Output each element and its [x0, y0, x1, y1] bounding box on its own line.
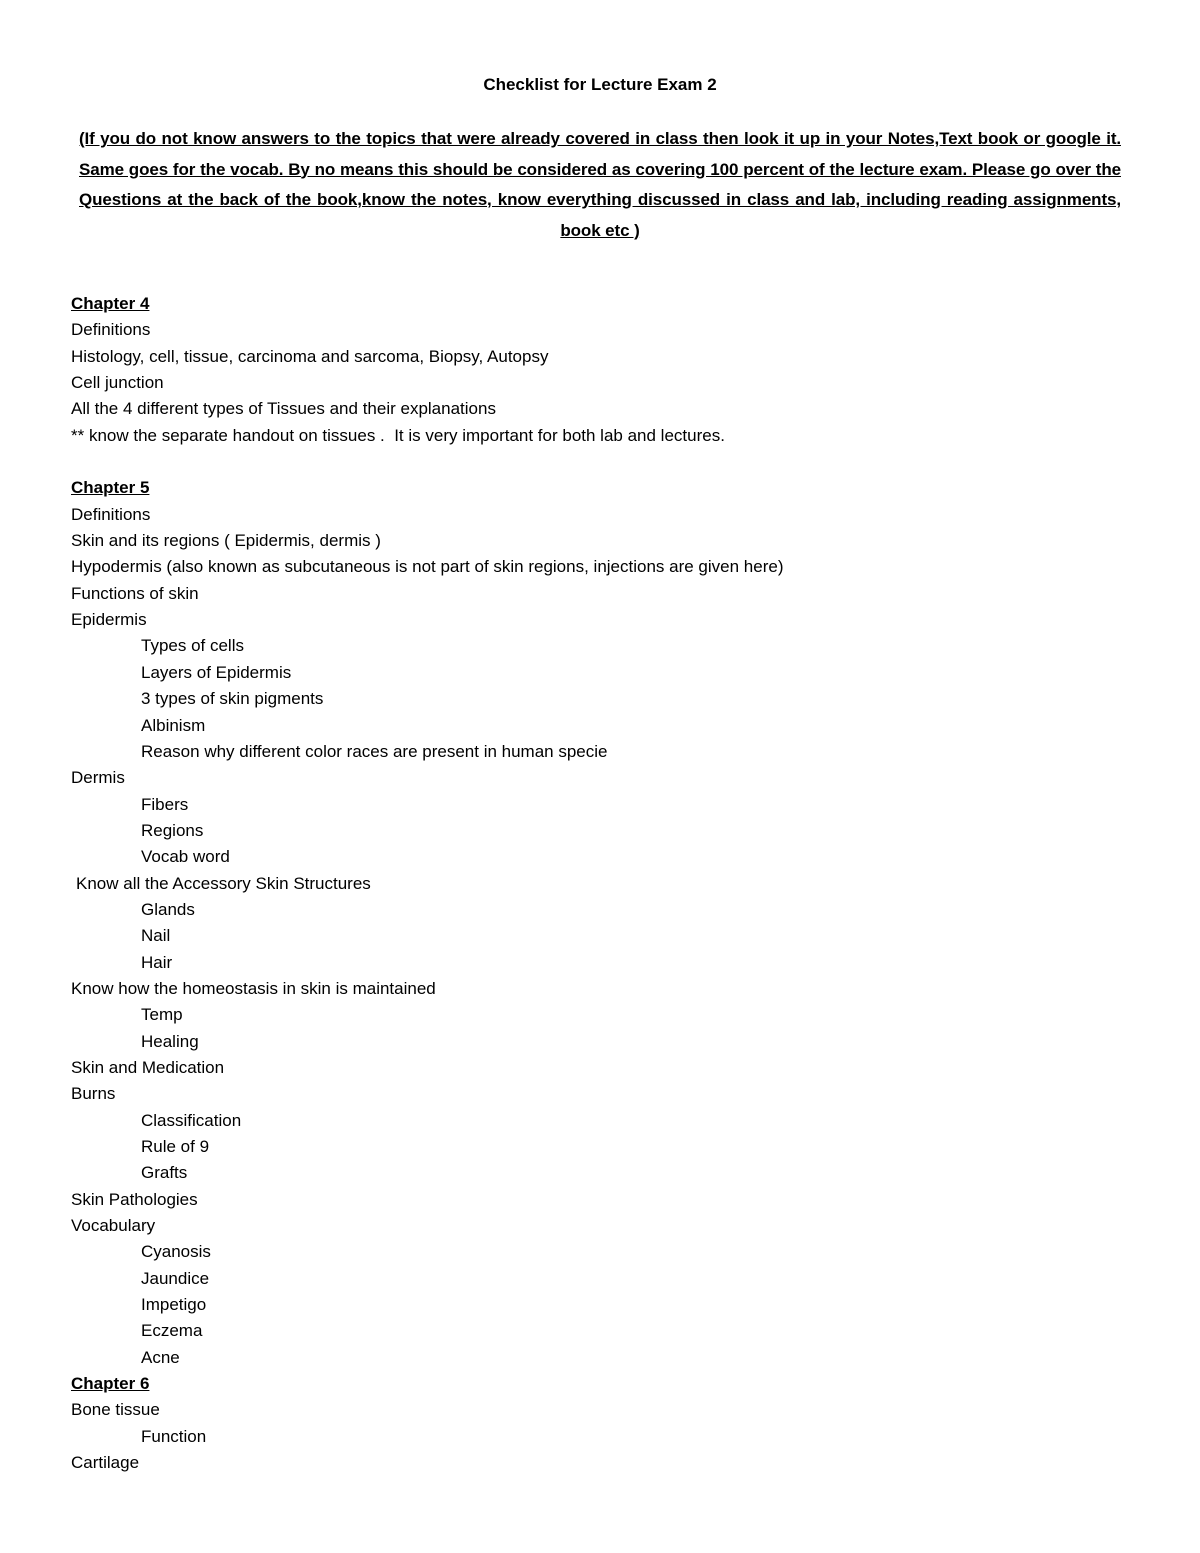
- chapter-4-item: Cell junction: [71, 373, 164, 393]
- burns-subitem: Classification: [141, 1110, 242, 1130]
- chapter-4-item: ** know the separate handout on tissues . It is very important for both lab and lectures.: [71, 425, 725, 445]
- chapter-4-item: All the 4 different types of Tissues and their explanations: [71, 399, 496, 419]
- accessory-subitem: Hair: [141, 952, 173, 972]
- dermis-subitem: Vocab word: [141, 847, 230, 867]
- vocabulary-label: Vocabulary: [71, 1216, 156, 1236]
- chapter-4-item: Definitions: [71, 320, 151, 340]
- vocabulary-subitem: Acne: [141, 1347, 180, 1367]
- epidermis-subitem: Albinism: [141, 715, 206, 735]
- checklist-body: [71, 291, 1151, 1476]
- dermis-label: Dermis: [71, 768, 125, 788]
- epidermis-subitem: 3 types of skin pigments: [141, 689, 324, 709]
- bone-tissue-label: Bone tissue: [71, 1400, 160, 1420]
- vocabulary-subitem: Impetigo: [141, 1295, 207, 1315]
- epidermis-subitem: Types of cells: [141, 636, 244, 656]
- dermis-subitem: Regions: [141, 820, 204, 840]
- chapter-4-item: Histology, cell, tissue, carcinoma and sarcoma, Biopsy, Autopsy: [71, 346, 549, 366]
- homeostasis-subitem: Healing: [141, 1031, 199, 1051]
- accessory-label: Know all the Accessory Skin Structures: [76, 873, 371, 893]
- chapter-5-item: Skin and its regions ( Epidermis, dermis ): [71, 531, 381, 551]
- vocabulary-subitem: Eczema: [141, 1321, 203, 1341]
- epidermis-subitem: Layers of Epidermis: [141, 662, 292, 682]
- vocabulary-subitem: Cyanosis: [141, 1242, 211, 1262]
- instructions-note: (If you do not know answers to the topics that were already covered in class then look it up in your Notes,Text book or google it. Same goes for the vocab. By no means this should be considered as covering 100 percent of the lecture exam. Please go over the Questions at the back of the book,know the notes, know everything discussed in class and lab, including reading assignments, book etc ): [79, 129, 1121, 240]
- accessory-subitem: Glands: [141, 899, 195, 919]
- chapter-5-item: Skin Pathologies: [71, 1189, 198, 1209]
- chapter-6-item: Cartilage: [71, 1453, 140, 1473]
- epidermis-label: Epidermis: [71, 610, 147, 630]
- burns-subitem: Grafts: [141, 1163, 188, 1183]
- chapter-6-heading: Chapter 6: [71, 1374, 150, 1394]
- dermis-subitem: Fibers: [141, 794, 189, 814]
- chapter-5-item: Functions of skin: [71, 583, 199, 603]
- bone-tissue-subitem: Function: [141, 1426, 207, 1446]
- chapter-5-heading: Chapter 5: [71, 478, 150, 498]
- accessory-subitem: Nail: [141, 926, 171, 946]
- burns-label: Burns: [71, 1084, 116, 1104]
- spacer: [71, 449, 1151, 475]
- burns-subitem: Rule of 9: [141, 1137, 210, 1156]
- homeostasis-label: Know how the homeostasis in skin is maintained: [71, 978, 436, 998]
- epidermis-subitem: Reason why different color races are present in human specie: [141, 741, 608, 761]
- chapter-5-item: Skin and Medication: [71, 1057, 225, 1077]
- document-title: Checklist for Lecture Exam 2: [483, 75, 717, 94]
- chapter-5-item: Hypodermis (also known as subcutaneous is not part of skin regions, injections are given here): [71, 557, 784, 577]
- chapter-5-item: Definitions: [71, 504, 151, 524]
- chapter-4-heading: Chapter 4: [71, 294, 150, 313]
- homeostasis-subitem: Temp: [141, 1005, 183, 1025]
- vocabulary-subitem: Jaundice: [141, 1268, 210, 1288]
